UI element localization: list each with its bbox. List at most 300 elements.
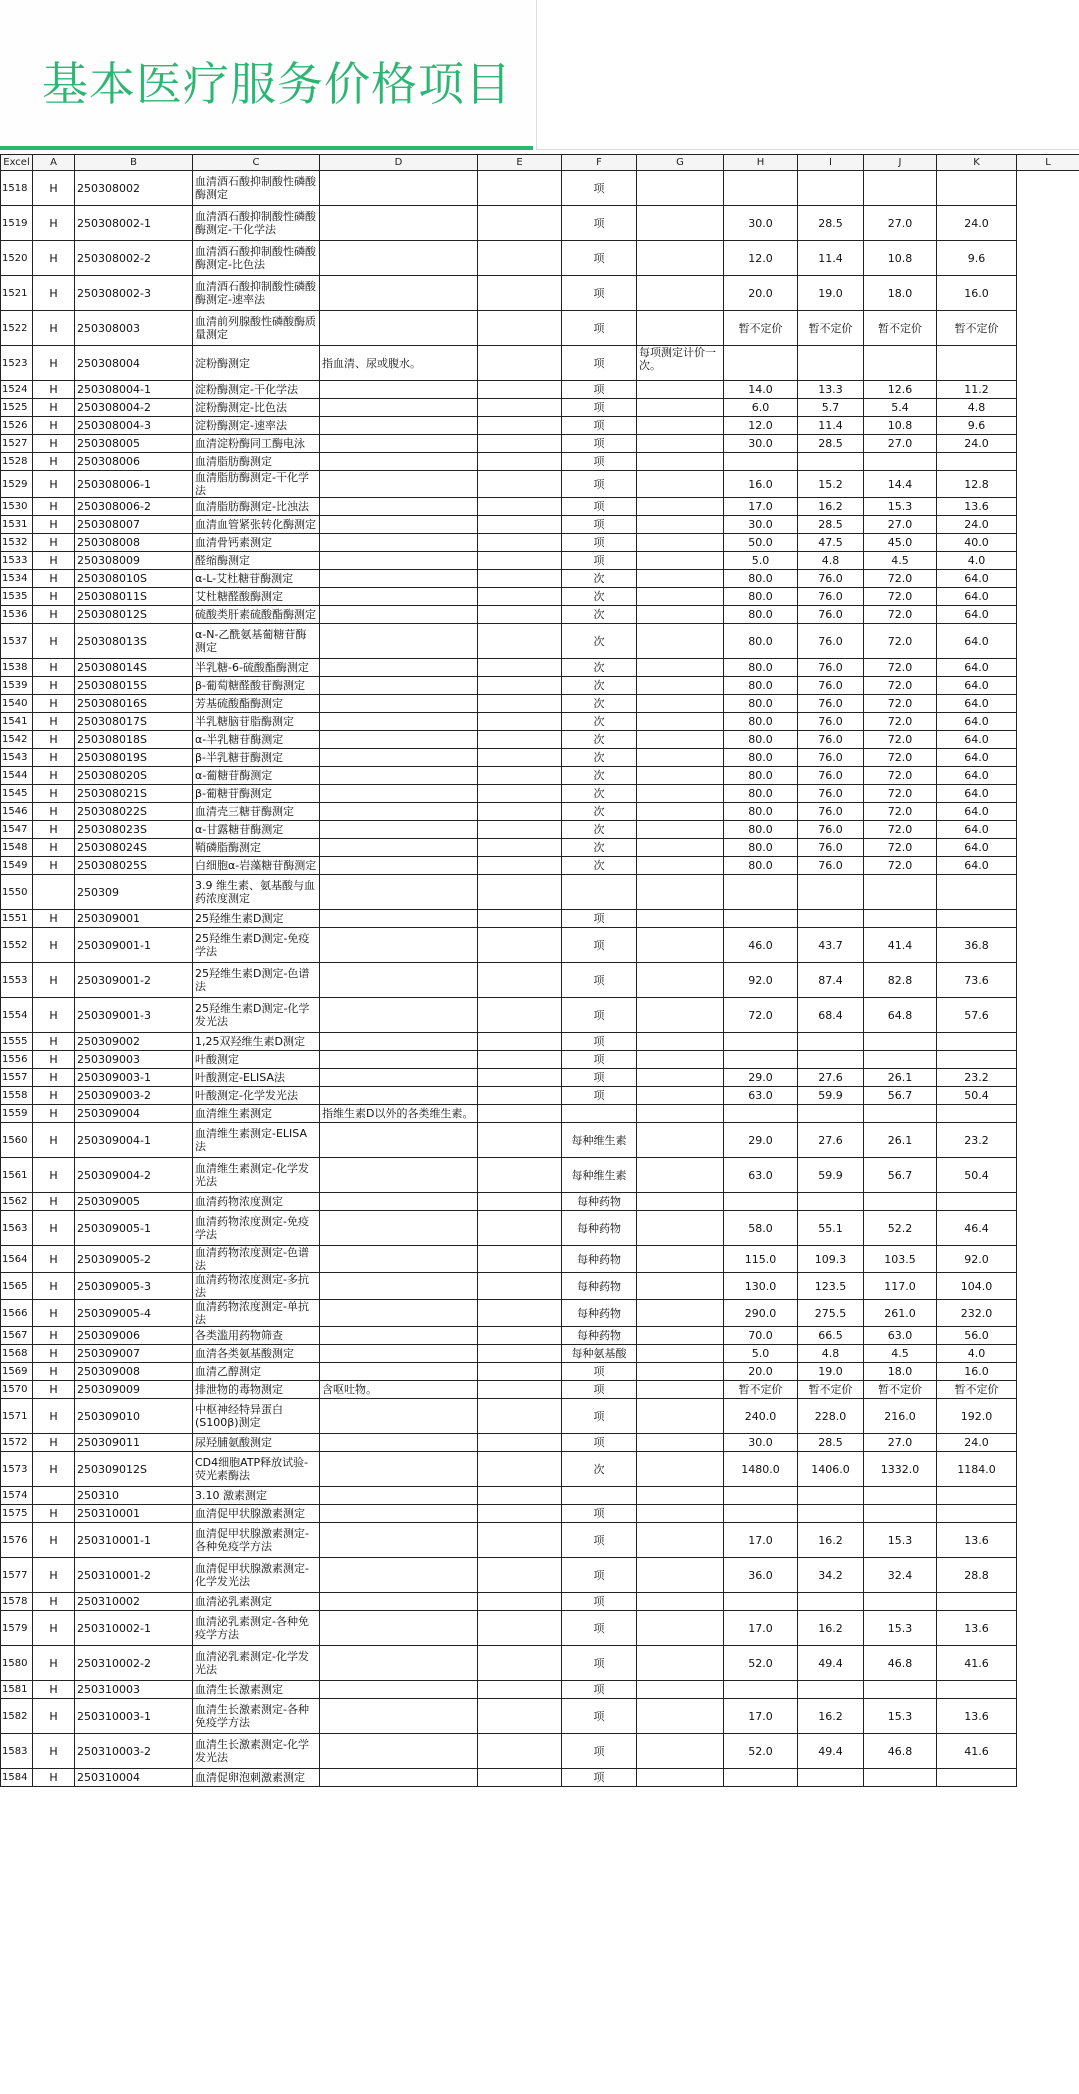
- cell-a[interactable]: H: [33, 659, 75, 677]
- cell-code[interactable]: 250309001-1: [75, 928, 193, 963]
- cell-unit[interactable]: 项: [562, 963, 637, 998]
- cell-l[interactable]: [1017, 1363, 1079, 1381]
- cell-name[interactable]: 25羟维生素D测定: [193, 910, 320, 928]
- cell-name[interactable]: 3.9 维生素、氨基酸与血药浓度测定: [193, 875, 320, 910]
- column-header[interactable]: L: [1017, 155, 1079, 171]
- cell-code[interactable]: 250309008: [75, 1363, 193, 1381]
- cell-e[interactable]: [478, 1193, 562, 1211]
- cell-price-k[interactable]: 28.8: [937, 1558, 1017, 1593]
- cell-price-i[interactable]: 76.0: [798, 659, 864, 677]
- cell-name[interactable]: 醛缩酶测定: [193, 552, 320, 570]
- cell-unit[interactable]: 项: [562, 1434, 637, 1452]
- cell-note[interactable]: [637, 1611, 724, 1646]
- cell-unit[interactable]: 项: [562, 417, 637, 435]
- cell-name[interactable]: 血清乙醇测定: [193, 1363, 320, 1381]
- cell-price-k[interactable]: 9.6: [937, 241, 1017, 276]
- cell-price-k[interactable]: 64.0: [937, 785, 1017, 803]
- cell-unit[interactable]: 次: [562, 659, 637, 677]
- cell-name[interactable]: 25羟维生素D测定-免疫学法: [193, 928, 320, 963]
- cell-desc[interactable]: [320, 1434, 478, 1452]
- cell-code[interactable]: 250308011S: [75, 588, 193, 606]
- cell-price-k[interactable]: [937, 453, 1017, 471]
- cell-price-h[interactable]: [724, 1681, 798, 1699]
- cell-price-j[interactable]: 56.7: [864, 1158, 937, 1193]
- cell-desc[interactable]: [320, 910, 478, 928]
- cell-note[interactable]: [637, 998, 724, 1033]
- cell-price-k[interactable]: 9.6: [937, 417, 1017, 435]
- cell-code[interactable]: 250309003-1: [75, 1069, 193, 1087]
- cell-price-j[interactable]: [864, 875, 937, 910]
- cell-note[interactable]: 每项测定计价一次。: [637, 346, 724, 381]
- cell-note[interactable]: [637, 399, 724, 417]
- cell-note[interactable]: [637, 1246, 724, 1273]
- cell-price-i[interactable]: 16.2: [798, 1611, 864, 1646]
- cell-price-i[interactable]: 47.5: [798, 534, 864, 552]
- cell-a[interactable]: H: [33, 963, 75, 998]
- cell-price-j[interactable]: 72.0: [864, 767, 937, 785]
- cell-note[interactable]: [637, 1345, 724, 1363]
- cell-name[interactable]: 半乳糖-6-硫酸酯酶测定: [193, 659, 320, 677]
- cell-name[interactable]: 血清酒石酸抑制酸性磷酸酶测定-干化学法: [193, 206, 320, 241]
- cell-price-j[interactable]: 261.0: [864, 1300, 937, 1327]
- cell-price-j[interactable]: 72.0: [864, 677, 937, 695]
- cell-l[interactable]: [1017, 659, 1079, 677]
- cell-l[interactable]: [1017, 928, 1079, 963]
- cell-desc[interactable]: [320, 276, 478, 311]
- cell-price-j[interactable]: 27.0: [864, 516, 937, 534]
- cell-code[interactable]: 250309001-2: [75, 963, 193, 998]
- cell-l[interactable]: [1017, 785, 1079, 803]
- cell-code[interactable]: 250308021S: [75, 785, 193, 803]
- cell-desc[interactable]: [320, 1300, 478, 1327]
- cell-price-i[interactable]: 暂不定价: [798, 1381, 864, 1399]
- cell-e[interactable]: [478, 803, 562, 821]
- cell-price-i[interactable]: 76.0: [798, 767, 864, 785]
- cell-name[interactable]: 血清药物浓度测定-免疫学法: [193, 1211, 320, 1246]
- cell-e[interactable]: [478, 821, 562, 839]
- cell-desc[interactable]: [320, 839, 478, 857]
- cell-note[interactable]: [637, 1193, 724, 1211]
- cell-price-j[interactable]: 72.0: [864, 839, 937, 857]
- cell-desc[interactable]: [320, 516, 478, 534]
- cell-unit[interactable]: 项: [562, 399, 637, 417]
- cell-desc[interactable]: [320, 1699, 478, 1734]
- cell-desc[interactable]: [320, 1345, 478, 1363]
- cell-note[interactable]: [637, 1051, 724, 1069]
- cell-note[interactable]: [637, 552, 724, 570]
- cell-price-h[interactable]: 暂不定价: [724, 311, 798, 346]
- cell-price-j[interactable]: 72.0: [864, 606, 937, 624]
- cell-desc[interactable]: 指维生素D以外的各类维生素。: [320, 1105, 478, 1123]
- cell-price-i[interactable]: 19.0: [798, 276, 864, 311]
- cell-a[interactable]: H: [33, 821, 75, 839]
- cell-name[interactable]: 血清前列腺酸性磷酸酶质量测定: [193, 311, 320, 346]
- cell-l[interactable]: [1017, 1452, 1079, 1487]
- cell-price-j[interactable]: 5.4: [864, 399, 937, 417]
- cell-l[interactable]: [1017, 399, 1079, 417]
- cell-price-i[interactable]: 55.1: [798, 1211, 864, 1246]
- cell-price-h[interactable]: 80.0: [724, 749, 798, 767]
- cell-unit[interactable]: [562, 875, 637, 910]
- cell-unit[interactable]: 项: [562, 552, 637, 570]
- cell-price-j[interactable]: 15.3: [864, 1699, 937, 1734]
- row-number[interactable]: 1552: [1, 928, 33, 963]
- cell-a[interactable]: H: [33, 1051, 75, 1069]
- cell-price-i[interactable]: 59.9: [798, 1087, 864, 1105]
- cell-price-k[interactable]: 104.0: [937, 1273, 1017, 1300]
- cell-a[interactable]: H: [33, 206, 75, 241]
- cell-name[interactable]: α-葡糖苷酶测定: [193, 767, 320, 785]
- cell-l[interactable]: [1017, 1300, 1079, 1327]
- cell-price-k[interactable]: 16.0: [937, 1363, 1017, 1381]
- cell-note[interactable]: [637, 1681, 724, 1699]
- cell-price-k[interactable]: 64.0: [937, 713, 1017, 731]
- cell-e[interactable]: [478, 1273, 562, 1300]
- cell-price-i[interactable]: 11.4: [798, 241, 864, 276]
- cell-a[interactable]: H: [33, 803, 75, 821]
- cell-name[interactable]: 血清药物浓度测定-色谱法: [193, 1246, 320, 1273]
- cell-note[interactable]: [637, 516, 724, 534]
- cell-unit[interactable]: 项: [562, 346, 637, 381]
- cell-price-i[interactable]: 16.2: [798, 1523, 864, 1558]
- cell-a[interactable]: H: [33, 1087, 75, 1105]
- cell-price-j[interactable]: [864, 1505, 937, 1523]
- cell-price-i[interactable]: [798, 1051, 864, 1069]
- cell-name[interactable]: 血清淀粉酶同工酶电泳: [193, 435, 320, 453]
- cell-price-k[interactable]: [937, 1769, 1017, 1787]
- row-number[interactable]: 1543: [1, 749, 33, 767]
- cell-e[interactable]: [478, 516, 562, 534]
- cell-price-h[interactable]: [724, 1769, 798, 1787]
- cell-l[interactable]: [1017, 1087, 1079, 1105]
- cell-code[interactable]: 250309005-3: [75, 1273, 193, 1300]
- cell-code[interactable]: 250310002-1: [75, 1611, 193, 1646]
- cell-price-h[interactable]: 50.0: [724, 534, 798, 552]
- cell-name[interactable]: 血清维生素测定-ELISA法: [193, 1123, 320, 1158]
- cell-l[interactable]: [1017, 206, 1079, 241]
- cell-desc[interactable]: [320, 1193, 478, 1211]
- cell-l[interactable]: [1017, 1246, 1079, 1273]
- cell-note[interactable]: [637, 821, 724, 839]
- cell-a[interactable]: H: [33, 1399, 75, 1434]
- cell-code[interactable]: 250308025S: [75, 857, 193, 875]
- row-number[interactable]: 1554: [1, 998, 33, 1033]
- cell-desc[interactable]: [320, 695, 478, 713]
- cell-note[interactable]: [637, 1523, 724, 1558]
- cell-e[interactable]: [478, 1505, 562, 1523]
- cell-price-j[interactable]: 72.0: [864, 749, 937, 767]
- cell-price-j[interactable]: 72.0: [864, 731, 937, 749]
- cell-note[interactable]: [637, 1487, 724, 1505]
- cell-price-i[interactable]: [798, 1487, 864, 1505]
- row-number[interactable]: 1564: [1, 1246, 33, 1273]
- cell-code[interactable]: 250308017S: [75, 713, 193, 731]
- cell-price-i[interactable]: 275.5: [798, 1300, 864, 1327]
- cell-unit[interactable]: 每种维生素: [562, 1123, 637, 1158]
- cell-price-h[interactable]: 29.0: [724, 1069, 798, 1087]
- cell-price-k[interactable]: 232.0: [937, 1300, 1017, 1327]
- cell-desc[interactable]: [320, 471, 478, 498]
- cell-price-j[interactable]: 15.3: [864, 498, 937, 516]
- cell-unit[interactable]: [562, 1487, 637, 1505]
- cell-note[interactable]: [637, 1211, 724, 1246]
- cell-e[interactable]: [478, 206, 562, 241]
- cell-code[interactable]: 250308023S: [75, 821, 193, 839]
- cell-e[interactable]: [478, 453, 562, 471]
- cell-price-k[interactable]: [937, 1505, 1017, 1523]
- cell-l[interactable]: [1017, 1699, 1079, 1734]
- cell-unit[interactable]: 项: [562, 1399, 637, 1434]
- cell-price-i[interactable]: [798, 875, 864, 910]
- cell-unit[interactable]: 次: [562, 749, 637, 767]
- cell-price-j[interactable]: [864, 1769, 937, 1787]
- cell-code[interactable]: 250308002-1: [75, 206, 193, 241]
- row-number[interactable]: 1582: [1, 1699, 33, 1734]
- cell-a[interactable]: H: [33, 998, 75, 1033]
- cell-l[interactable]: [1017, 1158, 1079, 1193]
- cell-price-h[interactable]: 80.0: [724, 624, 798, 659]
- cell-e[interactable]: [478, 713, 562, 731]
- cell-name[interactable]: 血清壳三糖苷酶测定: [193, 803, 320, 821]
- cell-price-i[interactable]: 16.2: [798, 1699, 864, 1734]
- cell-note[interactable]: [637, 1327, 724, 1345]
- cell-desc[interactable]: [320, 1158, 478, 1193]
- cell-name[interactable]: 血清促甲状腺激素测定-各种免疫学方法: [193, 1523, 320, 1558]
- cell-price-i[interactable]: 28.5: [798, 516, 864, 534]
- cell-price-h[interactable]: 6.0: [724, 399, 798, 417]
- cell-e[interactable]: [478, 471, 562, 498]
- cell-price-h[interactable]: 29.0: [724, 1123, 798, 1158]
- row-number[interactable]: 1569: [1, 1363, 33, 1381]
- cell-price-j[interactable]: 72.0: [864, 659, 937, 677]
- cell-code[interactable]: 250310002: [75, 1593, 193, 1611]
- cell-e[interactable]: [478, 346, 562, 381]
- cell-price-k[interactable]: 73.6: [937, 963, 1017, 998]
- cell-price-h[interactable]: 92.0: [724, 963, 798, 998]
- cell-price-h[interactable]: 80.0: [724, 677, 798, 695]
- cell-price-j[interactable]: 暂不定价: [864, 311, 937, 346]
- cell-e[interactable]: [478, 749, 562, 767]
- cell-price-i[interactable]: 5.7: [798, 399, 864, 417]
- cell-price-h[interactable]: 30.0: [724, 1434, 798, 1452]
- cell-price-j[interactable]: 18.0: [864, 1363, 937, 1381]
- cell-price-i[interactable]: 28.5: [798, 206, 864, 241]
- cell-name[interactable]: 各类滥用药物筛查: [193, 1327, 320, 1345]
- cell-price-k[interactable]: 41.6: [937, 1646, 1017, 1681]
- cell-desc[interactable]: [320, 821, 478, 839]
- cell-price-h[interactable]: 80.0: [724, 695, 798, 713]
- cell-e[interactable]: [478, 1363, 562, 1381]
- cell-unit[interactable]: 项: [562, 910, 637, 928]
- cell-price-h[interactable]: [724, 910, 798, 928]
- cell-desc[interactable]: [320, 803, 478, 821]
- cell-a[interactable]: H: [33, 1381, 75, 1399]
- cell-l[interactable]: [1017, 1033, 1079, 1051]
- column-header[interactable]: B: [75, 155, 193, 171]
- cell-unit[interactable]: 项: [562, 435, 637, 453]
- cell-price-h[interactable]: 63.0: [724, 1087, 798, 1105]
- cell-price-i[interactable]: [798, 453, 864, 471]
- row-number[interactable]: 1551: [1, 910, 33, 928]
- cell-price-i[interactable]: 76.0: [798, 803, 864, 821]
- cell-price-k[interactable]: 64.0: [937, 857, 1017, 875]
- cell-desc[interactable]: [320, 399, 478, 417]
- cell-price-j[interactable]: [864, 1051, 937, 1069]
- cell-desc[interactable]: [320, 1069, 478, 1087]
- cell-name[interactable]: 中枢神经特异蛋白(S100β)测定: [193, 1399, 320, 1434]
- cell-code[interactable]: 250309006: [75, 1327, 193, 1345]
- cell-l[interactable]: [1017, 1105, 1079, 1123]
- cell-l[interactable]: [1017, 821, 1079, 839]
- cell-a[interactable]: H: [33, 276, 75, 311]
- cell-price-h[interactable]: 30.0: [724, 435, 798, 453]
- cell-e[interactable]: [478, 606, 562, 624]
- cell-l[interactable]: [1017, 435, 1079, 453]
- cell-price-k[interactable]: 64.0: [937, 588, 1017, 606]
- cell-note[interactable]: [637, 498, 724, 516]
- row-number[interactable]: 1530: [1, 498, 33, 516]
- cell-e[interactable]: [478, 1611, 562, 1646]
- cell-a[interactable]: H: [33, 1345, 75, 1363]
- row-number[interactable]: 1523: [1, 346, 33, 381]
- cell-a[interactable]: [33, 875, 75, 910]
- cell-price-k[interactable]: 24.0: [937, 435, 1017, 453]
- cell-a[interactable]: H: [33, 1246, 75, 1273]
- cell-name[interactable]: 血清药物浓度测定: [193, 1193, 320, 1211]
- cell-price-h[interactable]: 130.0: [724, 1273, 798, 1300]
- cell-unit[interactable]: 次: [562, 785, 637, 803]
- cell-code[interactable]: 250309002: [75, 1033, 193, 1051]
- cell-note[interactable]: [637, 276, 724, 311]
- cell-name[interactable]: 艾杜糖醛酸酶测定: [193, 588, 320, 606]
- cell-price-h[interactable]: 17.0: [724, 1523, 798, 1558]
- cell-unit[interactable]: 次: [562, 839, 637, 857]
- cell-note[interactable]: [637, 624, 724, 659]
- cell-note[interactable]: [637, 1273, 724, 1300]
- cell-unit[interactable]: 项: [562, 171, 637, 206]
- cell-price-k[interactable]: [937, 875, 1017, 910]
- cell-price-h[interactable]: 80.0: [724, 713, 798, 731]
- cell-a[interactable]: H: [33, 381, 75, 399]
- cell-note[interactable]: [637, 1434, 724, 1452]
- cell-name[interactable]: 淀粉酶测定-速率法: [193, 417, 320, 435]
- cell-price-h[interactable]: [724, 1193, 798, 1211]
- cell-desc[interactable]: [320, 1363, 478, 1381]
- cell-price-k[interactable]: 13.6: [937, 498, 1017, 516]
- cell-price-i[interactable]: 49.4: [798, 1734, 864, 1769]
- cell-desc[interactable]: 指血清、尿或腹水。: [320, 346, 478, 381]
- cell-e[interactable]: [478, 1033, 562, 1051]
- cell-unit[interactable]: 次: [562, 821, 637, 839]
- cell-a[interactable]: H: [33, 1105, 75, 1123]
- cell-price-h[interactable]: 17.0: [724, 1611, 798, 1646]
- cell-price-i[interactable]: 暂不定价: [798, 311, 864, 346]
- cell-l[interactable]: [1017, 1487, 1079, 1505]
- column-header[interactable]: A: [33, 155, 75, 171]
- row-number[interactable]: 1584: [1, 1769, 33, 1787]
- cell-price-h[interactable]: 58.0: [724, 1211, 798, 1246]
- cell-desc[interactable]: [320, 1273, 478, 1300]
- cell-l[interactable]: [1017, 1611, 1079, 1646]
- cell-price-j[interactable]: [864, 171, 937, 206]
- cell-unit[interactable]: [562, 1105, 637, 1123]
- column-header[interactable]: G: [637, 155, 724, 171]
- cell-a[interactable]: H: [33, 346, 75, 381]
- row-number[interactable]: 1580: [1, 1646, 33, 1681]
- cell-price-j[interactable]: 216.0: [864, 1399, 937, 1434]
- cell-price-k[interactable]: 13.6: [937, 1611, 1017, 1646]
- cell-price-k[interactable]: 64.0: [937, 677, 1017, 695]
- cell-code[interactable]: 250308006-2: [75, 498, 193, 516]
- cell-note[interactable]: [637, 435, 724, 453]
- cell-unit[interactable]: 每种药物: [562, 1300, 637, 1327]
- cell-price-k[interactable]: 暂不定价: [937, 311, 1017, 346]
- row-number[interactable]: 1574: [1, 1487, 33, 1505]
- cell-code[interactable]: 250308002: [75, 171, 193, 206]
- cell-e[interactable]: [478, 588, 562, 606]
- cell-l[interactable]: [1017, 570, 1079, 588]
- cell-price-i[interactable]: [798, 1105, 864, 1123]
- cell-l[interactable]: [1017, 241, 1079, 276]
- cell-a[interactable]: H: [33, 399, 75, 417]
- cell-price-i[interactable]: 4.8: [798, 552, 864, 570]
- cell-e[interactable]: [478, 1646, 562, 1681]
- cell-price-i[interactable]: 76.0: [798, 821, 864, 839]
- column-header[interactable]: J: [864, 155, 937, 171]
- cell-price-h[interactable]: 80.0: [724, 588, 798, 606]
- cell-code[interactable]: 250309001: [75, 910, 193, 928]
- cell-l[interactable]: [1017, 1381, 1079, 1399]
- cell-name[interactable]: β-葡糖苷酶测定: [193, 785, 320, 803]
- cell-note[interactable]: [637, 1381, 724, 1399]
- cell-price-h[interactable]: 70.0: [724, 1327, 798, 1345]
- cell-l[interactable]: [1017, 1051, 1079, 1069]
- cell-price-h[interactable]: [724, 1105, 798, 1123]
- cell-price-i[interactable]: 4.8: [798, 1345, 864, 1363]
- cell-a[interactable]: H: [33, 1211, 75, 1246]
- cell-e[interactable]: [478, 552, 562, 570]
- cell-name[interactable]: 血清药物浓度测定-多抗法: [193, 1273, 320, 1300]
- row-number[interactable]: 1549: [1, 857, 33, 875]
- cell-l[interactable]: [1017, 1769, 1079, 1787]
- cell-unit[interactable]: 项: [562, 1558, 637, 1593]
- cell-note[interactable]: [637, 963, 724, 998]
- cell-price-j[interactable]: 4.5: [864, 552, 937, 570]
- cell-a[interactable]: H: [33, 1193, 75, 1211]
- cell-price-k[interactable]: [937, 1193, 1017, 1211]
- cell-code[interactable]: 250308008: [75, 534, 193, 552]
- cell-name[interactable]: β-葡萄糖醛酸苷酶测定: [193, 677, 320, 695]
- row-number[interactable]: 1556: [1, 1051, 33, 1069]
- row-number[interactable]: 1550: [1, 875, 33, 910]
- cell-e[interactable]: [478, 677, 562, 695]
- cell-name[interactable]: 25羟维生素D测定-色谱法: [193, 963, 320, 998]
- cell-a[interactable]: H: [33, 695, 75, 713]
- cell-price-h[interactable]: 80.0: [724, 606, 798, 624]
- cell-desc[interactable]: [320, 206, 478, 241]
- cell-e[interactable]: [478, 435, 562, 453]
- cell-l[interactable]: [1017, 1345, 1079, 1363]
- row-number[interactable]: 1558: [1, 1087, 33, 1105]
- cell-price-j[interactable]: 72.0: [864, 857, 937, 875]
- cell-e[interactable]: [478, 1300, 562, 1327]
- cell-unit[interactable]: 项: [562, 516, 637, 534]
- cell-code[interactable]: 250309012S: [75, 1452, 193, 1487]
- cell-price-j[interactable]: 72.0: [864, 785, 937, 803]
- column-header[interactable]: I: [798, 155, 864, 171]
- cell-e[interactable]: [478, 1523, 562, 1558]
- cell-a[interactable]: H: [33, 839, 75, 857]
